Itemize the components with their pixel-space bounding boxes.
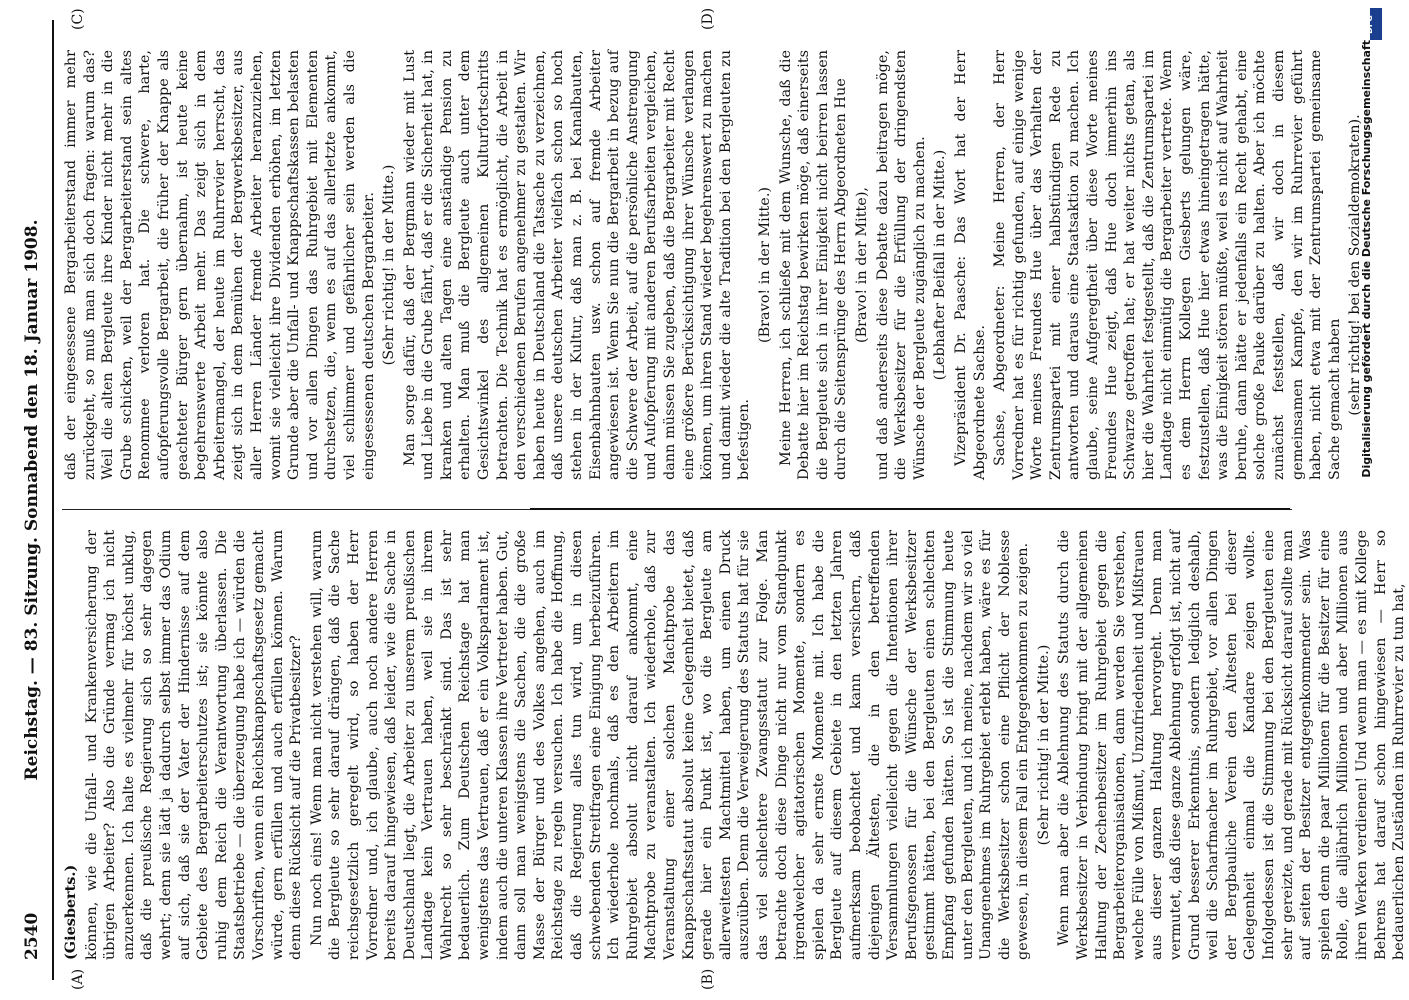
header-title: Reichstag. — 83. Sitzung. Sonnabend den 18. Januar 1908. — [22, 219, 42, 781]
interjection: (Sehr richtig! in der Mitte.) — [1035, 644, 1052, 846]
paragraph: daß der eingesessene Bergarbeiterstand immer mehr zurückgeht, so muß man sich doch fragen: warum das? Weil die alten Bergleute ihre Kinder nicht mehr in die Grube schicken, weil der Bergarbeiterstand sein altes Renommee verloren hat. Die schwere, harte, aufopferungsvolle Bergarbeit, die früher der Knappe als geachteter Bürger gern übernahm, ist heute keine begehrenswerte Arbeit mehr. Das zeigt sich in dem Arbeitermangel, der heute im Ruhrrevier herrscht, das zeigt sich in dem Bemühen der Bergwerksbesitzer, aus aller Herren Länder fremde Arbeiter heranzuziehen, womit sie vielleicht ihre Dividenden erhöhen, im letzten Grunde aber die Unfall- und Knappschaftskassen belasten und vor allen Dingen das Ruhrgebiet mit Elementen durchsetzen, die, wenn es auf das allerletzte ankommt, viel schlimmer und gefährlicher sein werden als die eingesessenen deutschen Bergarbeiter. — [63, 50, 377, 480]
margin-letter-b: (B) — [700, 968, 716, 990]
paragraph: Man sorge dafür, daß der Bergmann wieder mit Lust und Liebe in die Grube fährt, daß er die Sicherheit hat, in kranken und alten Tagen eine anständige Pension zu erhalten. Man muß die Bergleute auch unter dem Gesichtswinkel des allgemeinen Kulturfortschritts betrachten. Die Technik hat es ermöglicht, die Arbeit in den verschiedenen Berufen angenehmer zu gestalten. Wir haben heute in Deutschland die Tatsache zu verzeichnen, daß unsere deutschen Arbeiter vielfach schon so hoch stehen in der Kultur, daß man z. B. bei Kanalbauten, Eisenbahnbauten usw. schon auf fremde Arbeiter angewiesen ist. Wenn Sie nun die Bergarbeit in bezug auf die Schwere der Arbeit, auf die persönliche Anstrengung und Aufopferung mit anderen Berufsarbeiten vergleichen, dann müssen Sie zugeben, daß die Bergarbeiter mit Recht eine größere Berücksichtigung ihrer Wünsche verlangen können, um ihren Stand wieder begehrenswert zu machen und damit wieder die alte Tradition bei den Bergleuten zu befestigen. — [401, 50, 753, 480]
interjection: (Sehr richtig! in der Mitte.) — [381, 164, 398, 366]
margin-letter-a: (A) — [70, 968, 86, 990]
paragraph: können, wie die Unfall- und Krankenversicherung der übrigen Arbeiter? Also die Gründe vermag ich nicht anzuerkennen. Ich halte es vielmehr für höchst unklug, daß die preußische Regierung sich so sehr dagegen wehrt; denn sie lädt ja dadurch selbst immer das Odium auf sich, daß sie der Vater der Hindernisse auf dem Gebiete des Bergarbeiterschutzes ist; sie könnte also ruhig dem Reich die Verantwortung überlassen. Die Staatsbetriebe — die überzeugung habe ich — würden die Vorschriften, wenn ein Reichsknappschaftsgesetz gemacht würde, gern erfüllen und auch erfüllen können. Warum denn diese Rücksicht auf die Privatbesitzer? — [83, 530, 305, 960]
paragraph: Wenn man aber die Ablehnung des Statuts durch die Werksbesitzer in Verbindung bringt mit der allgemeinen Haltung der Zechenbesitzer im Ruhrgebiet gegen die Bergarbeiterorganisationen, dann werden Sie verstehen, welche Fülle von Mißmut, Unzufriedenheit und Mißtrauen aus dieser ganzen Haltung hervorgeht. Denn man vermutet, daß diese ganze Ablehnung erfolgt ist, nicht auf Grund besserer Erkenntnis, sondern lediglich deshalb, weil die Scharfmacher im Ruhrgebiet, vor allen Dingen der Bergbauliche Verein den Ältesten bei dieser Gelegenheit einmal die Kandare zeigen wollte. Infolgedessen ist die Stimmung bei den Bergleuten eine sehr gereizte, und gerade mit Rücksicht darauf sollte man auf seiten der Besitzer entgegenkommender sein. Was spielen denn die paar Millionen für die Besitzer für eine Rolle, die alljährlich Millionen und aber Millionen aus ihren Werken verdienen! Und wenn man — es mit Kollege Behrens hat darauf schon hingewiesen — Herr so bedauerlichen Zuständen im Ruhrrevier zu tun hat, — [1056, 530, 1408, 960]
speaker-label: (Giesberts.) — [62, 864, 79, 960]
paragraph: und daß anderseits diese Debatte dazu beitragen möge, die Werksbesitzer für die Erfüllung der dringendsten Wünsche der Bergleute zugänglich zu machen. — [874, 50, 928, 480]
interjection: (Bravo! in der Mitte.) — [756, 186, 773, 344]
interjection: (Lebhafter Beifall in der Mitte.) — [932, 149, 949, 381]
running-header — [14, 40, 54, 960]
digitization-credit — [1350, 0, 1383, 1000]
paragraph: Meine Herren, ich schließe mit dem Wunsche, daß die Debatte hier im Reichstag bewirken möge, daß einerseits die Bergleute sich in ihrer Einigkeit nicht beirren lassen durch die Seitensprünge des Herrn Abgeordneten Hue — [777, 50, 850, 480]
right-column — [62, 50, 1364, 480]
margin-letter-d: (D) — [700, 7, 716, 30]
paragraph: Sachse, Abgeordneter: Meine Herren, der Herr Vorredner hat es für richtig gefunden, auf einige wenige Worte meines Freundes Hue über das Verhalten der Zentrumspartei mit einer halbstündigen Rede zu antworten und daraus eine Staatsaktion zu machen. Ich glaube, seine Aufgeregtheit über diese Worte meines Freundes Hue zeigt, daß Hue doch immerhin ins Schwarze getroffen hat; er hat weiter nichts getan, als hier die Wahrheit festgestellt, daß die Zentrumspartei im Landtage nicht einmütig die Bergarbeiter vertrete. Wenn es dem Herrn Kollegen Giesberts gelungen wäre, festzustellen, daß Hue hier etwas hineingetragen hätte, was die Einigkeit stören müßte, weil es nicht auf Wahrheit beruhe, dann hätte er jedenfalls ein Recht gehabt, eine solche große Pauke darüber zu halten. Aber ich möchte zunächst feststellen, daß wir doch in diesem gemeinsamen Kampfe, den wir im Ruhrrevier geführt haben, nicht etwa mit der Zentrumspartei gemeinsame Sache gemacht haben — [992, 50, 1343, 480]
dfg-logo — [1364, 8, 1382, 40]
interjection: (sehr richtig! bei den Sozialdemokraten). — [1347, 114, 1364, 416]
paragraph: Nun noch eins! Wenn man nicht verstehen will, warum die Bergleute so sehr darauf drängen, daß die Sache reichsgesetzlich geregelt wird, so haben der Herr Vorredner und, ich glaube, auch noch andere Herren bereits darauf hingewiesen, daß leider, wie die Sache in Deutschland liegt, die Arbeiter zu unserem preußischen Landtage kein Vertrauen haben, weil sie in ihrem Wahlrecht so sehr beschränkt sind. Das ist sehr bedauerlich. Zum Deutschen Reichstage hat man wenigstens das Vertrauen, daß er ein Volksparlament ist, indem auch die unteren Klassen ihre Vertreter haben. Gut, dann soll man wenigstens die Sachen, die die große Masse der Bürger und des Volkes angehen, auch im Reichstage zu regeln versuchen. Ich habe die Hoffnung, daß die Regierung alles tun wird, um in diesen schwebenden Streitfragen eine Einigung herbeizuführen. Ich wiederhole nochmals, daß es den Arbeitern im Ruhrgebiet absolut nicht darauf ankommt, eine Machtprobe zu veranstalten. Ich wiederhole, daß zur Veranstaltung einer solchen Machtprobe das Knappschaftsstatut absolut keine Gelegenheit bietet, daß gerade hier ein Punkt ist, wo die Bergleute am allerweitesten Machtmittel haben, um einen Druck auszuüben. Denn die Verweigerung des Statuts hat für sie das viel schlechtere Zwangsstatut zur Folge. Man betrachte doch diese Dinge nicht nur vom Standpunkt irgendwelcher agitatorischen Momente, sondern es spielen da sehr ernste Momente mit. Ich habe die Bergleute auf diesem Gebiete in den letzten Jahren aufmerksam beobachtet und kann versichern, daß diejenigen Ältesten, die in den betreffenden Versammlungen vielleicht gegen die Intentionen ihrer Berufsgenossen für die Wünsche der Werksbesitzer gestimmt hätten, bei den Bergleuten einen schlechten Empfang gefunden hätten. So ist die Stimmung heute unter den Bergleuten, und ich meine, nachdem wir so viel Unangenehmes im Ruhrgebiet erlebt haben, wäre es für die Werksbesitzer schon eine Pflicht der Noblesse gewesen, in diesem Fall ein Entgegenkommen zu zeigen. — [308, 530, 1032, 960]
credit-text: Digitalisierung gefördert durch die Deutsche Forschungsgemeinschaft — [1360, 40, 1373, 478]
paragraph: Vizepräsident Dr. Paasche: Das Wort hat der Herr Abgeordnete Sachse. — [952, 50, 988, 480]
header-rule — [52, 20, 54, 980]
page-number: 2540 — [22, 912, 42, 960]
interjection: (Bravo! in der Mitte), — [853, 186, 870, 344]
column-divider-bold — [530, 508, 1290, 510]
dfg-logo-text: DFG — [1364, 15, 1374, 34]
margin-letter-c: (C) — [70, 8, 86, 30]
left-column — [62, 530, 1408, 960]
